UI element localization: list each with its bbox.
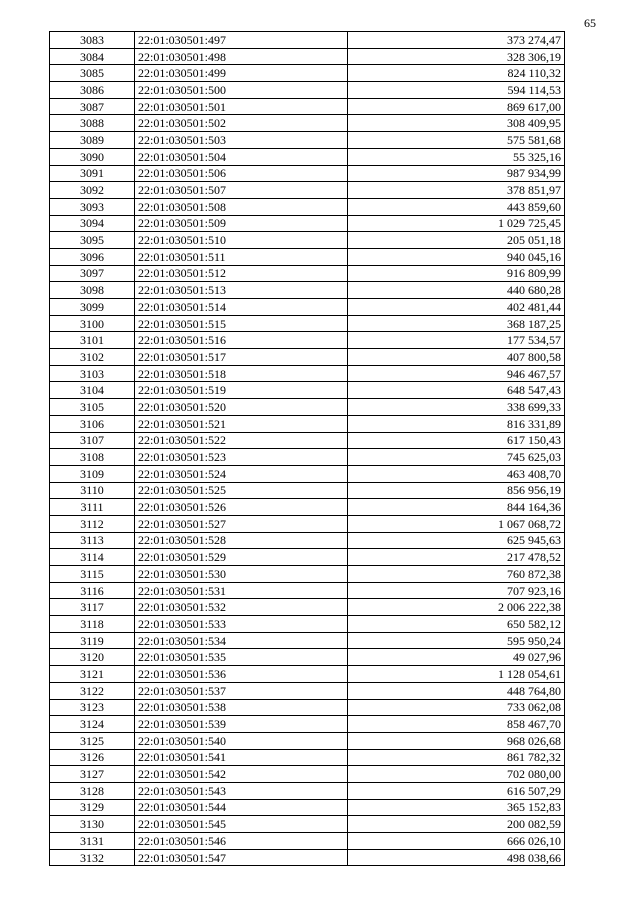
table-row xyxy=(50,382,565,399)
table-row xyxy=(50,198,565,215)
row-number: 3097 xyxy=(50,265,135,282)
cadastral-number: 22:01:030501:517 xyxy=(135,349,348,366)
table-row xyxy=(50,148,565,165)
table-row xyxy=(50,399,565,416)
cadastral-value: 448 764,80 xyxy=(348,682,565,699)
cadastral-number: 22:01:030501:526 xyxy=(135,499,348,516)
cadastral-value: 1 128 054,61 xyxy=(348,666,565,683)
cadastral-value: 378 851,97 xyxy=(348,182,565,199)
table-row xyxy=(50,849,565,866)
cadastral-number: 22:01:030501:515 xyxy=(135,315,348,332)
row-number: 3111 xyxy=(50,499,135,516)
table-row xyxy=(50,632,565,649)
cadastral-number: 22:01:030501:521 xyxy=(135,415,348,432)
cadastral-number: 22:01:030501:520 xyxy=(135,399,348,416)
cadastral-number: 22:01:030501:522 xyxy=(135,432,348,449)
row-number: 3084 xyxy=(50,48,135,65)
cadastral-number: 22:01:030501:546 xyxy=(135,833,348,850)
row-number: 3096 xyxy=(50,248,135,265)
cadastral-value: 616 507,29 xyxy=(348,782,565,799)
table-row xyxy=(50,248,565,265)
row-number: 3110 xyxy=(50,482,135,499)
cadastral-value: 816 331,89 xyxy=(348,415,565,432)
cadastral-value: 617 150,43 xyxy=(348,432,565,449)
table-row xyxy=(50,666,565,683)
cadastral-value: 443 859,60 xyxy=(348,198,565,215)
row-number: 3093 xyxy=(50,198,135,215)
table-row xyxy=(50,649,565,666)
cadastral-value: 402 481,44 xyxy=(348,299,565,316)
table-row xyxy=(50,532,565,549)
cadastral-value: 824 110,32 xyxy=(348,65,565,82)
cadastral-number: 22:01:030501:529 xyxy=(135,549,348,566)
cadastral-number: 22:01:030501:502 xyxy=(135,115,348,132)
table-row xyxy=(50,749,565,766)
row-number: 3113 xyxy=(50,532,135,549)
cadastral-number: 22:01:030501:538 xyxy=(135,699,348,716)
cadastral-value: 440 680,28 xyxy=(348,282,565,299)
cadastral-number: 22:01:030501:498 xyxy=(135,48,348,65)
table-row xyxy=(50,182,565,199)
row-number: 3104 xyxy=(50,382,135,399)
cadastral-number: 22:01:030501:527 xyxy=(135,515,348,532)
row-number: 3090 xyxy=(50,148,135,165)
row-number: 3095 xyxy=(50,232,135,249)
cadastral-number: 22:01:030501:507 xyxy=(135,182,348,199)
table-row xyxy=(50,32,565,49)
cadastral-number: 22:01:030501:545 xyxy=(135,816,348,833)
row-number: 3101 xyxy=(50,332,135,349)
cadastral-value: 745 625,03 xyxy=(348,449,565,466)
row-number: 3098 xyxy=(50,282,135,299)
cadastral-value: 2 006 222,38 xyxy=(348,599,565,616)
row-number: 3094 xyxy=(50,215,135,232)
row-number: 3087 xyxy=(50,98,135,115)
row-number: 3112 xyxy=(50,515,135,532)
page-number: 65 xyxy=(584,16,596,30)
cadastral-value: 463 408,70 xyxy=(348,465,565,482)
cadastral-number: 22:01:030501:530 xyxy=(135,566,348,583)
table-row xyxy=(50,365,565,382)
cadastral-number: 22:01:030501:503 xyxy=(135,132,348,149)
row-number: 3115 xyxy=(50,566,135,583)
cadastral-value: 650 582,12 xyxy=(348,616,565,633)
cadastral-value: 648 547,43 xyxy=(348,382,565,399)
row-number: 3102 xyxy=(50,349,135,366)
cadastral-number: 22:01:030501:512 xyxy=(135,265,348,282)
table-row xyxy=(50,432,565,449)
cadastral-value: 916 809,99 xyxy=(348,265,565,282)
cadastral-number: 22:01:030501:519 xyxy=(135,382,348,399)
cadastral-number: 22:01:030501:516 xyxy=(135,332,348,349)
row-number: 3132 xyxy=(50,849,135,866)
row-number: 3119 xyxy=(50,632,135,649)
cadastral-value: 328 306,19 xyxy=(348,48,565,65)
cadastral-value: 177 534,57 xyxy=(348,332,565,349)
row-number: 3129 xyxy=(50,799,135,816)
cadastral-number: 22:01:030501:533 xyxy=(135,616,348,633)
cadastral-value: 200 082,59 xyxy=(348,816,565,833)
cadastral-number: 22:01:030501:511 xyxy=(135,248,348,265)
row-number: 3121 xyxy=(50,666,135,683)
table-row xyxy=(50,816,565,833)
row-number: 3116 xyxy=(50,582,135,599)
cadastral-value: 205 051,18 xyxy=(348,232,565,249)
row-number: 3092 xyxy=(50,182,135,199)
row-number: 3109 xyxy=(50,465,135,482)
cadastral-value: 308 409,95 xyxy=(348,115,565,132)
row-number: 3103 xyxy=(50,365,135,382)
cadastral-value: 707 923,16 xyxy=(348,582,565,599)
cadastral-value: 861 782,32 xyxy=(348,749,565,766)
row-number: 3114 xyxy=(50,549,135,566)
table-row xyxy=(50,699,565,716)
table-row xyxy=(50,515,565,532)
cadastral-number: 22:01:030501:501 xyxy=(135,98,348,115)
row-number: 3106 xyxy=(50,415,135,432)
row-number: 3126 xyxy=(50,749,135,766)
cadastral-number: 22:01:030501:544 xyxy=(135,799,348,816)
table-row xyxy=(50,115,565,132)
cadastral-value: 1 067 068,72 xyxy=(348,515,565,532)
row-number: 3100 xyxy=(50,315,135,332)
cadastral-number: 22:01:030501:525 xyxy=(135,482,348,499)
row-number: 3127 xyxy=(50,766,135,783)
row-number: 3131 xyxy=(50,833,135,850)
cadastral-number: 22:01:030501:509 xyxy=(135,215,348,232)
row-number: 3118 xyxy=(50,616,135,633)
table-row xyxy=(50,732,565,749)
table-row xyxy=(50,766,565,783)
table-row xyxy=(50,299,565,316)
table-row xyxy=(50,48,565,65)
table-row xyxy=(50,799,565,816)
cadastral-number: 22:01:030501:499 xyxy=(135,65,348,82)
cadastral-value: 498 038,66 xyxy=(348,849,565,866)
row-number: 3083 xyxy=(50,32,135,49)
cadastral-value-table xyxy=(49,31,565,866)
table-row xyxy=(50,132,565,149)
table-row xyxy=(50,349,565,366)
cadastral-number: 22:01:030501:535 xyxy=(135,649,348,666)
row-number: 3086 xyxy=(50,82,135,99)
table-row xyxy=(50,165,565,182)
cadastral-number: 22:01:030501:500 xyxy=(135,82,348,99)
cadastral-value: 869 617,00 xyxy=(348,98,565,115)
table-row xyxy=(50,499,565,516)
table-row xyxy=(50,315,565,332)
table-row xyxy=(50,232,565,249)
cadastral-value: 373 274,47 xyxy=(348,32,565,49)
cadastral-value: 733 062,08 xyxy=(348,699,565,716)
cadastral-value: 594 114,53 xyxy=(348,82,565,99)
cadastral-number: 22:01:030501:513 xyxy=(135,282,348,299)
cadastral-value: 365 152,83 xyxy=(348,799,565,816)
cadastral-value: 625 945,63 xyxy=(348,532,565,549)
cadastral-number: 22:01:030501:532 xyxy=(135,599,348,616)
cadastral-number: 22:01:030501:497 xyxy=(135,32,348,49)
row-number: 3107 xyxy=(50,432,135,449)
table-row xyxy=(50,265,565,282)
cadastral-number: 22:01:030501:506 xyxy=(135,165,348,182)
cadastral-number: 22:01:030501:510 xyxy=(135,232,348,249)
row-number: 3123 xyxy=(50,699,135,716)
table-row xyxy=(50,282,565,299)
row-number: 3120 xyxy=(50,649,135,666)
table-row xyxy=(50,582,565,599)
table-row xyxy=(50,482,565,499)
table-row xyxy=(50,98,565,115)
row-number: 3089 xyxy=(50,132,135,149)
row-number: 3130 xyxy=(50,816,135,833)
table-row xyxy=(50,599,565,616)
table-row xyxy=(50,716,565,733)
table-row xyxy=(50,65,565,82)
cadastral-value: 702 080,00 xyxy=(348,766,565,783)
cadastral-value: 844 164,36 xyxy=(348,499,565,516)
row-number: 3122 xyxy=(50,682,135,699)
cadastral-number: 22:01:030501:547 xyxy=(135,849,348,866)
row-number: 3088 xyxy=(50,115,135,132)
table-row xyxy=(50,782,565,799)
cadastral-number: 22:01:030501:514 xyxy=(135,299,348,316)
cadastral-value: 217 478,52 xyxy=(348,549,565,566)
cadastral-number: 22:01:030501:536 xyxy=(135,666,348,683)
cadastral-number: 22:01:030501:531 xyxy=(135,582,348,599)
cadastral-value: 940 045,16 xyxy=(348,248,565,265)
table-row xyxy=(50,833,565,850)
cadastral-number: 22:01:030501:524 xyxy=(135,465,348,482)
cadastral-value: 946 467,57 xyxy=(348,365,565,382)
cadastral-value: 368 187,25 xyxy=(348,315,565,332)
table-row xyxy=(50,449,565,466)
row-number: 3085 xyxy=(50,65,135,82)
cadastral-number: 22:01:030501:537 xyxy=(135,682,348,699)
cadastral-value: 338 699,33 xyxy=(348,399,565,416)
cadastral-value: 55 325,16 xyxy=(348,148,565,165)
cadastral-value: 760 872,38 xyxy=(348,566,565,583)
cadastral-value: 1 029 725,45 xyxy=(348,215,565,232)
table-row xyxy=(50,566,565,583)
cadastral-value: 858 467,70 xyxy=(348,716,565,733)
row-number: 3125 xyxy=(50,732,135,749)
cadastral-number: 22:01:030501:518 xyxy=(135,365,348,382)
cadastral-number: 22:01:030501:542 xyxy=(135,766,348,783)
table-row xyxy=(50,82,565,99)
cadastral-value: 49 027,96 xyxy=(348,649,565,666)
row-number: 3105 xyxy=(50,399,135,416)
table-row xyxy=(50,215,565,232)
row-number: 3117 xyxy=(50,599,135,616)
table-row xyxy=(50,682,565,699)
cadastral-value: 575 581,68 xyxy=(348,132,565,149)
cadastral-number: 22:01:030501:540 xyxy=(135,732,348,749)
cadastral-number: 22:01:030501:541 xyxy=(135,749,348,766)
cadastral-number: 22:01:030501:543 xyxy=(135,782,348,799)
row-number: 3128 xyxy=(50,782,135,799)
cadastral-value: 968 026,68 xyxy=(348,732,565,749)
row-number: 3124 xyxy=(50,716,135,733)
table-row xyxy=(50,332,565,349)
cadastral-number: 22:01:030501:508 xyxy=(135,198,348,215)
cadastral-value: 407 800,58 xyxy=(348,349,565,366)
table-row xyxy=(50,616,565,633)
table-row xyxy=(50,465,565,482)
row-number: 3099 xyxy=(50,299,135,316)
cadastral-number: 22:01:030501:534 xyxy=(135,632,348,649)
cadastral-value: 666 026,10 xyxy=(348,833,565,850)
cadastral-value: 987 934,99 xyxy=(348,165,565,182)
cadastral-number: 22:01:030501:523 xyxy=(135,449,348,466)
row-number: 3108 xyxy=(50,449,135,466)
cadastral-value: 856 956,19 xyxy=(348,482,565,499)
table-row xyxy=(50,415,565,432)
row-number: 3091 xyxy=(50,165,135,182)
cadastral-number: 22:01:030501:528 xyxy=(135,532,348,549)
cadastral-number: 22:01:030501:539 xyxy=(135,716,348,733)
table-body xyxy=(50,32,565,866)
cadastral-value: 595 950,24 xyxy=(348,632,565,649)
cadastral-number: 22:01:030501:504 xyxy=(135,148,348,165)
table-row xyxy=(50,549,565,566)
